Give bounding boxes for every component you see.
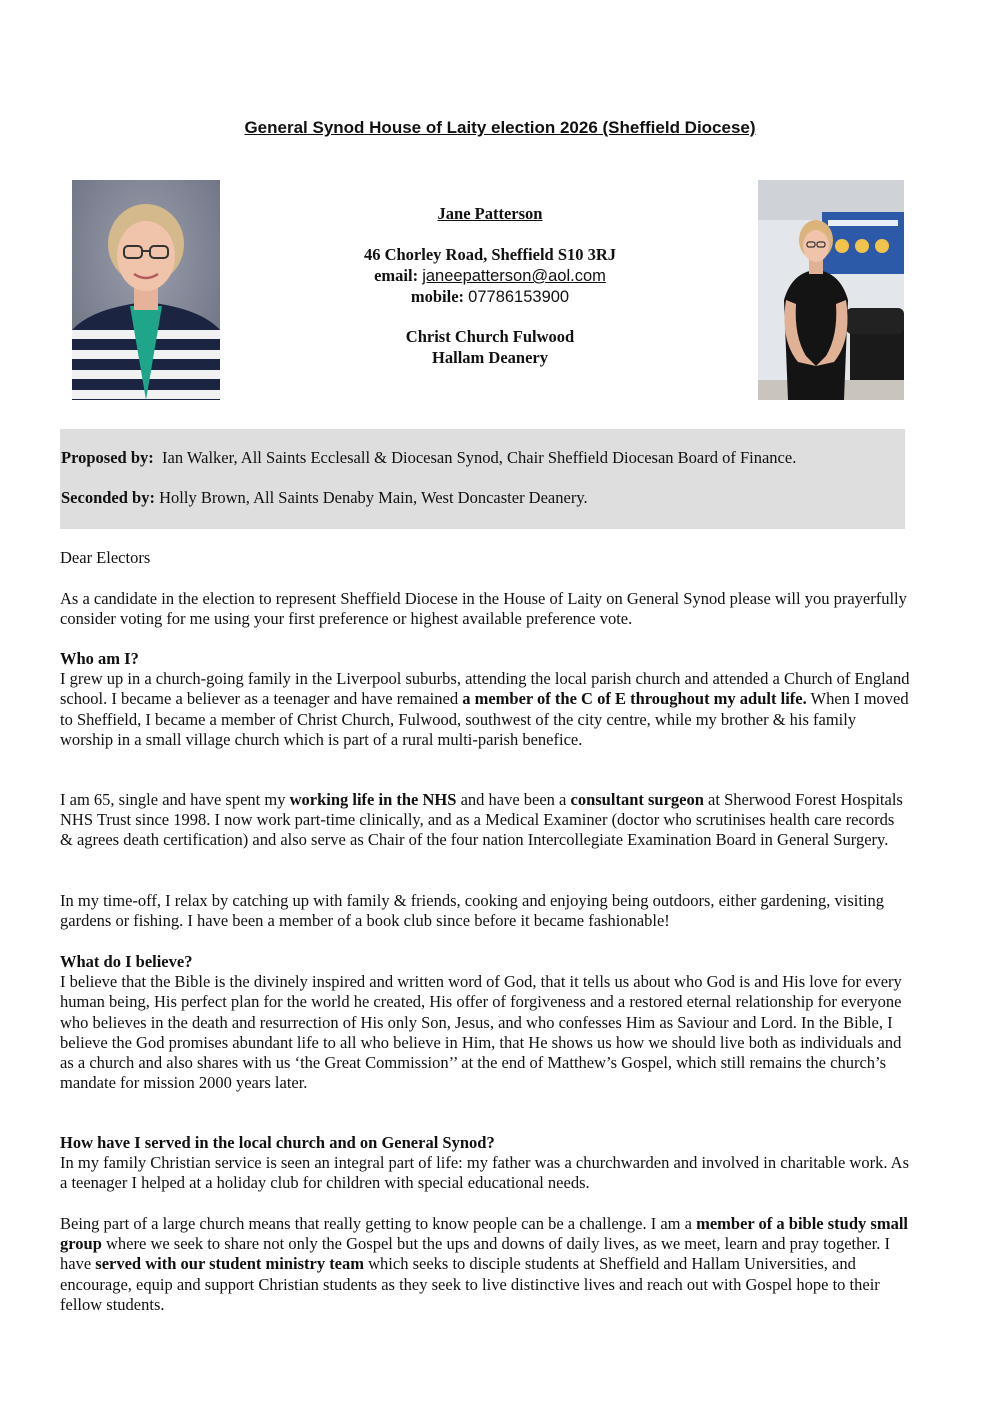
intro-paragraph bbox=[60, 589, 910, 629]
candidate-standing-photo bbox=[758, 180, 904, 400]
church-name: Christ Church Fulwood bbox=[405, 327, 575, 346]
nomination-box bbox=[60, 429, 905, 529]
candidate-name: Jane Patterson bbox=[437, 204, 543, 223]
who-p1-c: When I moved to Sheffield, I became a member of Christ Church, Fulwood, southwest of the city centre, while my brother & his family worship in a small village church which is part of a rural multi-parish benefice. bbox=[60, 689, 909, 749]
candidate-portrait-photo bbox=[72, 180, 220, 400]
served-p2-a: Being part of a large church means that really getting to know people can be a challenge. I am a bbox=[60, 1214, 697, 1233]
served-section bbox=[60, 1133, 910, 1194]
mobile-label: mobile: bbox=[410, 287, 465, 306]
who-section bbox=[60, 649, 910, 750]
seconded-label: Seconded by: bbox=[61, 488, 155, 507]
served-paragraph-2 bbox=[60, 1214, 910, 1315]
served-p2-d: served with our student ministry team bbox=[95, 1254, 365, 1274]
who-heading: Who am I? bbox=[60, 649, 139, 668]
proposed-text: Ian Walker, All Saints Ecclesall & Diocesan Synod, Chair Sheffield Diocesan Board of Finance. bbox=[162, 448, 797, 467]
who-paragraph-1 bbox=[60, 669, 910, 750]
candidate-email-line bbox=[300, 265, 680, 287]
proposed-label: Proposed by: bbox=[61, 448, 154, 467]
email-link[interactable]: janeepatterson@aol.com bbox=[422, 267, 606, 285]
who-p2-b: working life in the NHS bbox=[289, 790, 457, 809]
salutation bbox=[60, 548, 910, 568]
believe-paragraph: I believe that the Bible is the divinely inspired and written word of God, that it tells us about who God is and His love for every human being, His perfect plan for the world he created, His offer of forgiveness and a restored eternal relationship for everyone who believes in the death and resurrection of His only Son, Jesus, and who confesses Him as Saviour and Lord. In the Bible, I believe the God promises abundant life to all who believe in Him, that He shows us how we should live both as individuals and as a church and also shares with us ‘the Great Commission’’ at the end of Matthew’s Gospel, which still remains the church’s mandate for mission 2000 years later. bbox=[60, 972, 902, 1093]
who-p2-c: and have been a bbox=[456, 790, 571, 809]
mobile-number: 07786153900 bbox=[468, 288, 570, 306]
church-line bbox=[300, 326, 680, 347]
believe-section bbox=[60, 952, 910, 1093]
page-title: General Synod House of Laity election 2026 (Sheffield Diocese) bbox=[244, 118, 756, 137]
seconded-text: Holly Brown, All Saints Denaby Main, West Doncaster Deanery. bbox=[159, 488, 588, 507]
who-p2-a: I am 65, single and have spent my bbox=[60, 790, 290, 809]
served-paragraph-2-block bbox=[60, 1214, 910, 1315]
served-p2-e: which seeks to disciple students at Sheffield and Hallam Universities, and encourage, equip and support Christian students as they seek to live distinctive lives and reach out with Gospel hope to their fellow students. bbox=[60, 1254, 880, 1314]
who-paragraph-3: In my time-off, I relax by catching up with family & friends, cooking and enjoying being outdoors, either gardening, visiting gardens or fishing. I have been a member of a book club since before it became fashionable! bbox=[60, 891, 885, 931]
deanery-line bbox=[300, 347, 680, 368]
candidate-name-line bbox=[300, 203, 680, 224]
candidate-address-line bbox=[300, 244, 680, 265]
served-p2-c: where we seek to share not only the Gospel but the ups and downs of daily lives, as we meet, learn and pray together. I have bbox=[60, 1234, 891, 1274]
deanery-name: Hallam Deanery bbox=[432, 348, 548, 367]
served-p2-b: member of a bible study small group bbox=[60, 1214, 908, 1254]
who-p1-b: a member of the C of E throughout my adult life. bbox=[462, 689, 807, 709]
who-p1-a: I grew up in a church-going family in the Liverpool suburbs, attending the local parish church and attended a Church of England school. I became a believer as a teenager and have remained bbox=[60, 669, 910, 709]
seconded-by-line bbox=[61, 488, 588, 508]
salutation-text: Dear Electors bbox=[60, 548, 151, 567]
who-paragraph-2 bbox=[60, 790, 910, 851]
intro-text: As a candidate in the election to represent Sheffield Diocese in the House of Laity on General Synod please will you prayerfully consider voting for me using your first preference or highest available preference vote. bbox=[60, 589, 907, 629]
served-heading: How have I served in the local church and on General Synod? bbox=[60, 1133, 495, 1152]
candidate-mobile-line bbox=[300, 286, 680, 308]
who-paragraph-2-block bbox=[60, 790, 910, 851]
who-paragraph-3-block bbox=[60, 891, 910, 931]
who-p2-e: at Sherwood Forest Hospitals NHS Trust since 1998. I now work part-time clinically, and as a Medical Examiner (doctor who scrutinises health care records & agrees death certification) and also serve as Chair of the four nation Intercollegiate Examination Board in General Surgery. bbox=[60, 790, 903, 850]
proposed-by-line bbox=[61, 448, 796, 468]
email-label: email: bbox=[374, 266, 419, 285]
believe-heading: What do I believe? bbox=[60, 952, 193, 971]
served-paragraph-1: In my family Christian service is seen an integral part of life: my father was a churchwarden and involved in charitable work. As a teenager I helped at a holiday club for children with special educational needs. bbox=[60, 1153, 910, 1193]
candidate-address: 46 Chorley Road, Sheffield S10 3RJ bbox=[363, 245, 617, 264]
who-p2-d: consultant surgeon bbox=[570, 790, 704, 809]
